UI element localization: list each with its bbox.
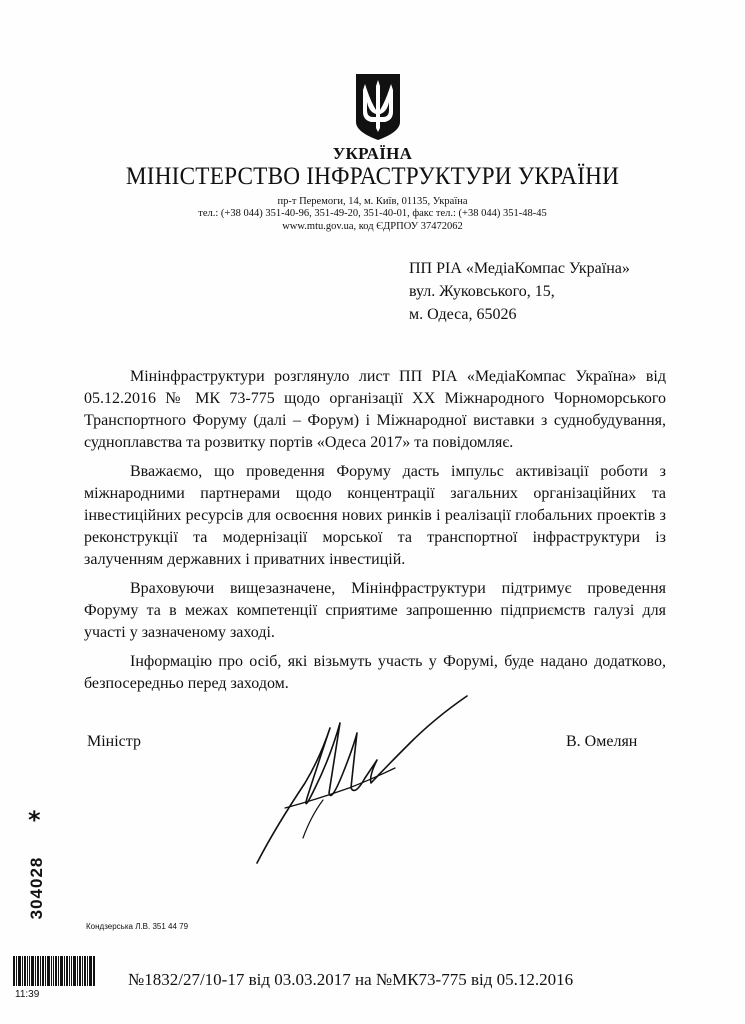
executor-info: Кондзерська Л.В. 351 44 79 [86,922,189,931]
letterhead-address: пр-т Перемоги, 14, м. Київ, 01135, Україна [277,196,468,207]
addressee-line: м. Одеса, 65026 [409,306,517,323]
registration-line: №1832/27/10-17 від 03.03.2017 на №МК73-775 від 05.12.2016 [128,970,574,989]
letterhead-ministry: МІНІСТЕРСТВО ІНФРАСТРУКТУРИ УКРАЇНИ [125,163,620,190]
time-stamp: 11:39 [15,989,40,1000]
addressee-block [409,257,630,326]
addressee-line: ПП РІА «МедіаКомпас Україна» [409,260,630,277]
registration-number: 304028 [27,856,46,920]
letterhead-web: www.mtu.gov.ua, код ЄДРПОУ 37472062 [282,221,463,232]
body-paragraph: Враховуючи вищезазначене, Мінінфраструктури підтримує проведення Форуму та в межах компетенції сприятиме запрошенню підприємств галузі для участі у зазначеному заході. [84,580,666,641]
body-paragraph: Інформацію про осіб, які візьмуть участь у Форумі, буде надано додатково, безпосередньо перед заходом. [84,653,666,692]
handwritten-signature [245,688,475,873]
trident-icon [353,72,403,142]
addressee-line: вул. Жуковського, 15, [409,283,555,300]
letterhead-country: УКРАЇНА [332,144,413,163]
body-paragraph: Вважаємо, що проведення Форуму дасть імпульс активізації роботи з міжнародними партнерами щодо концентрації загальних організаційних та інвестиційних ресурсів для освоєння нових ринків і реалізації глобальних проектів з реконструкції та модернізації морської та транспортної інфраструктури із залученням державних і приватних інвестицій. [84,463,666,568]
barcode-icon [13,956,95,986]
signer-role: Міністр [87,733,141,750]
letterhead-phones: тел.: (+38 044) 351-40-96, 351-49-20, 351-40-01, факс тел.: (+38 044) 351-48-45 [198,208,547,219]
body-paragraph: Мінінфраструктури розглянуло лист ПП РІА «МедіаКомпас Україна» від 05.12.2016 № МК 73-775 щодо організації XX Міжнародного Чорноморського Транспортного Форуму (далі – Форум) і Міжнародної виставки з суднобудування, судноплавства та розвитку портів «Одеса 2017» та повідомляє. [84,368,666,451]
signer-name: В. Омелян [566,733,638,750]
registration-asterisk: * [28,806,41,834]
letter-body [84,366,666,702]
